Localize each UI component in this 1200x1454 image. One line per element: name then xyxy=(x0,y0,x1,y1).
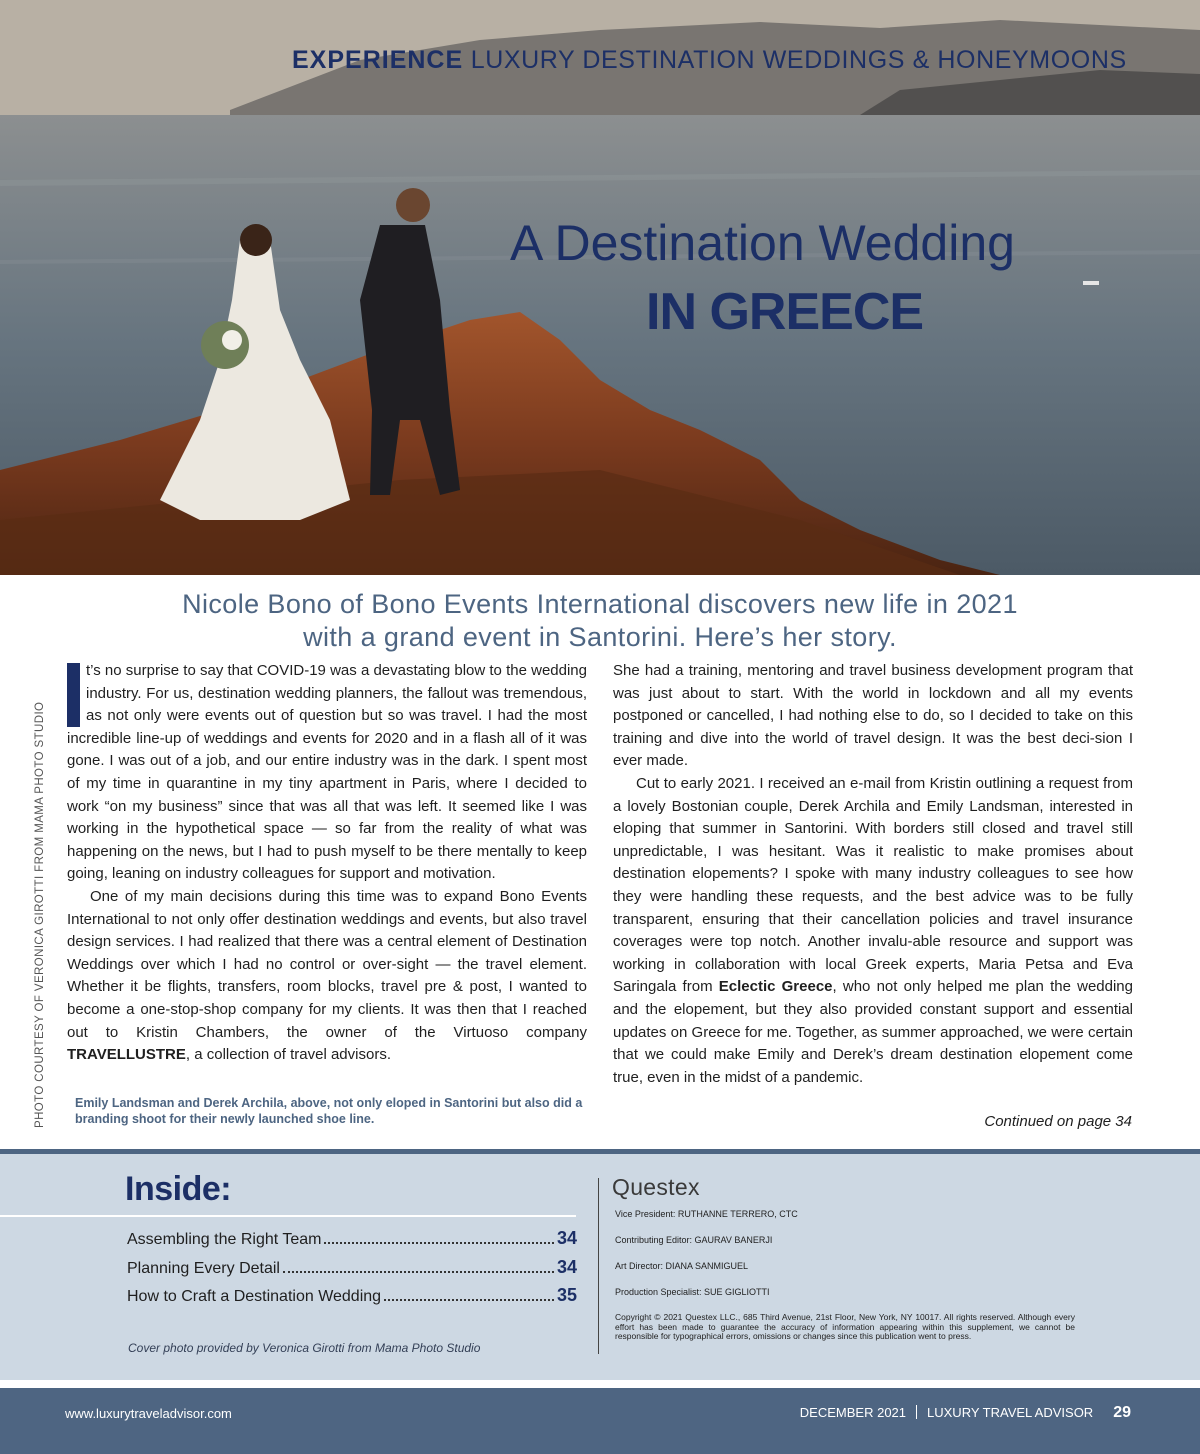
staff-line: Production Specialist: SUE GIGLIOTTI xyxy=(615,1287,770,1297)
website-link[interactable]: www.luxurytraveladvisor.com xyxy=(65,1406,232,1421)
staff-line: Vice President: RUTHANNE TERRERO, CTC xyxy=(615,1209,798,1219)
santorini-cliff-illustration xyxy=(0,0,1200,575)
toc-item-page: 35 xyxy=(556,1285,577,1305)
article-paragraph: One of my main decisions during this time was to expand Bono Events International to not only offer destination weddings and events, but also travel design services. I had realized that there was a central element of Destination Weddings over which I had no control or over-sight — the travel element. Whether it be flights, transfers, room blocks, travel pre & post, I wanted to become a one-stop-shop company for my clients. It was then that I reached out to Kristin Chambers, the owner of the Virtuoso company TRAVELLUSTRE, a collection of travel advisors. xyxy=(67,887,587,1064)
article-column-right xyxy=(613,660,1133,1089)
toc-item-page: 34 xyxy=(556,1256,577,1277)
headline-line-1: A Destination Wedding xyxy=(510,215,1015,271)
staff-line: Art Director: DIANA SANMIGUEL xyxy=(615,1261,749,1271)
footer-folio xyxy=(800,1403,1131,1422)
inside-title: Inside: xyxy=(125,1170,232,1208)
deck-line-1: Nicole Bono of Bono Events International discovers new life in 2021 xyxy=(182,589,1018,619)
toc-item[interactable] xyxy=(127,1228,577,1257)
photo-credit: PHOTO COURTESY OF VERONICA GIROTTI FROM MAMA PHOTO STUDIO xyxy=(34,701,46,1128)
questex-logo: Questex xyxy=(612,1174,700,1200)
article-deck xyxy=(60,588,1140,654)
issue-date: DECEMBER 2021 xyxy=(799,1405,907,1420)
toc-item[interactable] xyxy=(127,1257,577,1286)
toc-leader-dots xyxy=(384,1299,554,1301)
toc-item-label: Assembling the Right Team xyxy=(127,1231,322,1248)
toc-leader-dots xyxy=(283,1271,554,1273)
company-name-eclectic-greece: Eclectic Greece xyxy=(718,978,833,996)
photo-caption: Emily Landsman and Derek Archila, above, not only eloped in Santorini but also did a branding shoot for their newly launched shoe line. xyxy=(75,1096,583,1126)
page-number: 29 xyxy=(1113,1404,1131,1421)
article-paragraph: Cut to early 2021. I received an e-mail from Kristin outlining a request from a lovely Bostonian couple, Derek Archila and Emily Landsman, interested in eloping that summer in Santorini. With borders still closed and travel still unpredictable, I was hesitant. Was it realistic to make promises about destination elopements? I spoke with many industry colleagues to see how they were handling these requests, and the best advice was to be fully transparent, ensuring that their cancellation policies and travel insurance coverages were top notch. Another invalu-able resource and support was working in collaboration with local Greek experts, Maria Petsa and Eva Saringala from Eclectic Greece, who not only helped me plan the wedding and the elopement, but they also provided constant support and essential updates on Greece for me. Together, as summer approached, we were certain that we could make Emily and Derek’s dream destination elopement come true, even in the midst of a pandemic. xyxy=(613,774,1133,1086)
company-name-travellustre: TRAVELLUSTRE xyxy=(67,1046,186,1064)
article-paragraph: t’s no surprise to say that COVID-19 was a devastating blow to the wedding industry. For us, destination wedding planners, the fallout was tremendous, as not only were events out of question but so was travel. I had the most incredible line-up of weddings and events for 2020 and in a flash all of it was gone. I was out of a job, and our entire industry was in the dark. I spent most of my time in quarantine in my tiny apartment in Paris, where I decided to work “on my business” since that was all that was left. It seemed like I was working in the hypothetical space — so far from the reality of what was happening on the news, but I had to push myself to be there mentally to keep going, leaning on industry colleagues for support and motivation. xyxy=(67,662,587,883)
article-paragraph: She had a training, mentoring and travel business development program that was just about to start. With the world in lockdown and all my events postponed or cancelled, I had nothing else to do, so I decided to take on this training and dive into the world of travel design. It was the best deci-sion I ever made. xyxy=(613,662,1133,770)
deck-line-2: with a grand event in Santorini. Here’s her story. xyxy=(303,622,897,652)
table-of-contents xyxy=(127,1228,577,1314)
toc-item[interactable] xyxy=(127,1285,577,1314)
headline-line-2: IN GREECE xyxy=(646,283,924,341)
article-column-left xyxy=(67,660,587,1067)
section-kicker xyxy=(292,46,1132,75)
cover-credit: Cover photo provided by Veronica Girotti from Mama Photo Studio xyxy=(128,1341,481,1355)
dropcap xyxy=(67,663,80,727)
copyright-notice: Copyright © 2021 Questex LLC., 685 Third Avenue, 21st Floor, New York, NY 10017. All rights reserved. Although every effort has been made to guarantee the accuracy of information appearing within this supplement, we cannot be responsible for typographical errors, omissions or changes since this publication went to press. xyxy=(615,1312,1075,1341)
toc-item-page: 34 xyxy=(556,1228,577,1248)
kicker-rest: LUXURY DESTINATION WEDDINGS & HONEYMOONS xyxy=(463,46,1127,74)
hero-photo xyxy=(0,0,1200,575)
kicker-bold: EXPERIENCE xyxy=(292,46,464,74)
folio-separator xyxy=(916,1405,917,1419)
staff-line: Contributing Editor: GAURAV BANERJI xyxy=(615,1235,773,1245)
inside-divider xyxy=(0,1215,576,1217)
toc-item-label: How to Craft a Destination Wedding xyxy=(127,1288,382,1305)
masthead-divider xyxy=(598,1178,599,1354)
toc-item-label: Planning Every Detail xyxy=(127,1259,280,1277)
continued-link[interactable]: Continued on page 34 xyxy=(984,1113,1132,1130)
publication-name: LUXURY TRAVEL ADVISOR xyxy=(927,1405,1094,1420)
toc-leader-dots xyxy=(324,1242,554,1244)
